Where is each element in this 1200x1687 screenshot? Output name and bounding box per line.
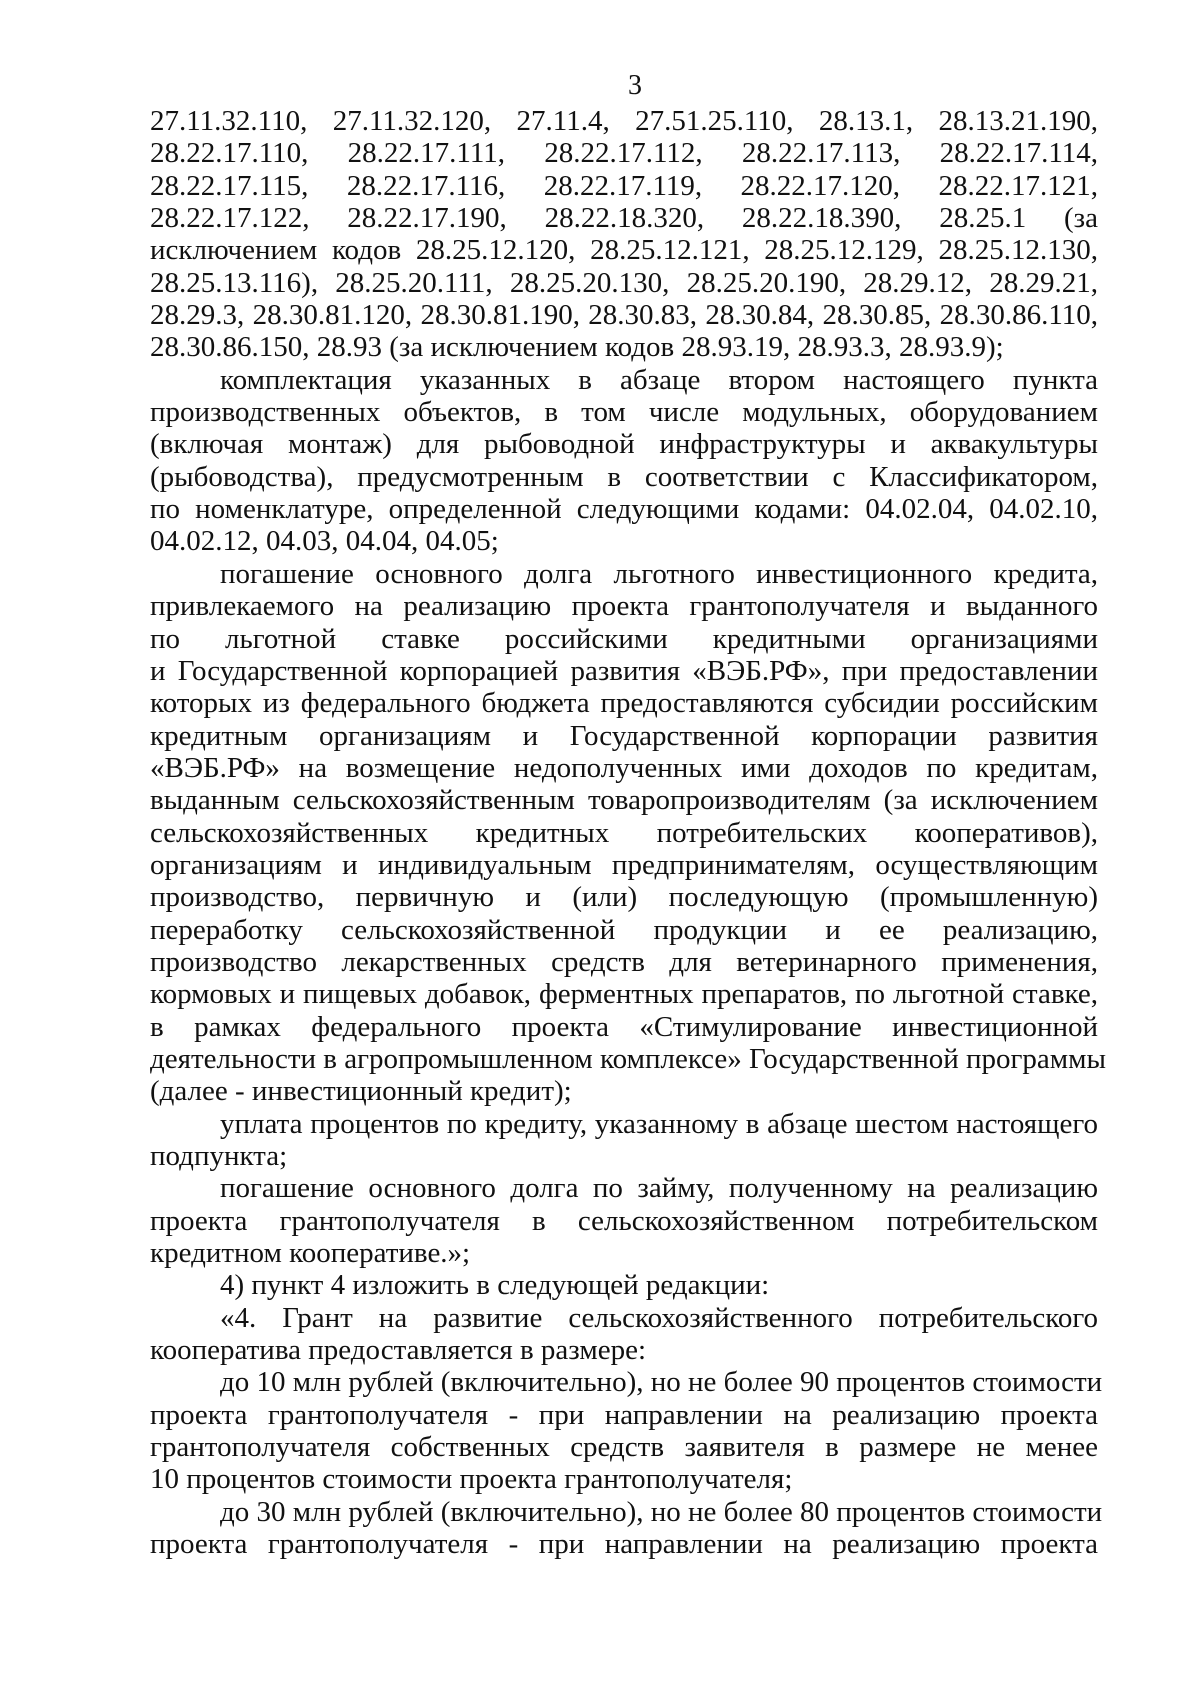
- text-line: (включая монтаж) для рыбоводной инфраструктуры и аквакультуры: [150, 428, 1098, 461]
- text-line: 10 процентов стоимости проекта грантополучателя;: [150, 1463, 793, 1496]
- text-line: подпункта;: [150, 1140, 288, 1172]
- text-line: 4) пункт 4 изложить в следующей редакции:: [220, 1269, 770, 1302]
- text-line: до 30 млн рублей (включительно), но не более 80 процентов стоимости: [220, 1495, 1103, 1528]
- text-line: 28.29.3, 28.30.81.120, 28.30.81.190, 28.30.83, 28.30.84, 28.30.85, 28.30.86.110,: [150, 299, 1098, 332]
- text-line: грантополучателя собственных средств заявителя в размере не менее: [150, 1431, 1098, 1464]
- text-line: которых из федерального бюджета предоставляются субсидии российским: [150, 687, 1098, 720]
- text-line: 28.22.17.122, 28.22.17.190, 28.22.18.320, 28.22.18.390, 28.25.1 (за: [150, 202, 1098, 235]
- text-line: «ВЭБ.РФ» на возмещение недополученных ими доходов по кредитам,: [150, 751, 1098, 784]
- text-line: проекта грантополучателя - при направлении на реализацию проекта: [150, 1528, 1098, 1561]
- text-line: комплектация указанных в абзаце втором настоящего пункта: [220, 363, 1098, 396]
- document-body: [150, 105, 1106, 1561]
- text-line: проекта грантополучателя в сельскохозяйственном потребительском: [150, 1204, 1098, 1237]
- text-line: производственных объектов, в том числе модульных, оборудованием: [150, 396, 1098, 429]
- text-line: уплата процентов по кредиту, указанному в абзаце шестом настоящего: [220, 1107, 1098, 1140]
- text-line: 28.22.17.110, 28.22.17.111, 28.22.17.112, 28.22.17.113, 28.22.17.114,: [150, 137, 1098, 170]
- text-line: (рыбоводства), предусмотренным в соответствии с Классификатором,: [150, 460, 1098, 493]
- text-line: погашение основного долга по займу, полученному на реализацию: [220, 1172, 1098, 1205]
- text-line: проекта грантополучателя - при направлении на реализацию проекта: [150, 1398, 1098, 1431]
- text-line: исключением кодов 28.25.12.120, 28.25.12.121, 28.25.12.129, 28.25.12.130,: [150, 234, 1098, 267]
- text-line: 04.02.12, 04.03, 04.04, 04.05;: [150, 525, 499, 558]
- text-line: 28.30.86.150, 28.93 (за исключением кодов 28.93.19, 28.93.3, 28.93.9);: [150, 331, 1004, 364]
- text-line: деятельности в агропромышленном комплексе» Государственной программы: [150, 1042, 1106, 1075]
- text-line: (далее - инвестиционный кредит);: [150, 1075, 572, 1108]
- text-line: производство, первичную и (или) последующую (промышленную): [150, 881, 1098, 914]
- text-line: выданным сельскохозяйственным товаропроизводителям (за исключением: [150, 784, 1098, 817]
- text-line: организациям и индивидуальным предпринимателям, осуществляющим: [150, 848, 1098, 881]
- text-line: кормовых и пищевых добавок, ферментных препаратов, по льготной ставке,: [150, 978, 1098, 1011]
- text-line: в рамках федерального проекта «Стимулирование инвестиционной: [150, 1010, 1098, 1043]
- text-line: производство лекарственных средств для ветеринарного применения,: [150, 945, 1098, 978]
- text-line: до 10 млн рублей (включительно), но не более 90 процентов стоимости: [220, 1366, 1103, 1399]
- text-line: погашение основного долга льготного инвестиционного кредита,: [220, 557, 1098, 590]
- text-line: 27.11.32.110, 27.11.32.120, 27.11.4, 27.51.25.110, 28.13.1, 28.13.21.190,: [150, 105, 1098, 137]
- text-line: кредитном кооперативе.»;: [150, 1237, 471, 1270]
- text-line: кооператива предоставляется в размере:: [150, 1334, 647, 1367]
- page-number: 3: [628, 70, 642, 101]
- text-line: 28.25.13.116), 28.25.20.111, 28.25.20.130, 28.25.20.190, 28.29.12, 28.29.21,: [150, 266, 1098, 299]
- text-line: по льготной ставке российскими кредитными организациями: [150, 622, 1098, 655]
- text-line: кредитным организациям и Государственной корпорации развития: [150, 719, 1098, 752]
- text-line: «4. Грант на развитие сельскохозяйственного потребительского: [220, 1301, 1098, 1334]
- text-line: 28.22.17.115, 28.22.17.116, 28.22.17.119, 28.22.17.120, 28.22.17.121,: [150, 169, 1098, 202]
- text-line: и Государственной корпорацией развития «ВЭБ.РФ», при предоставлении: [150, 654, 1098, 687]
- text-line: привлекаемого на реализацию проекта грантополучателя и выданного: [150, 590, 1098, 623]
- text-line: по номенклатуре, определенной следующими кодами: 04.02.04, 04.02.10,: [150, 493, 1098, 526]
- text-line: переработку сельскохозяйственной продукции и ее реализацию,: [150, 913, 1098, 946]
- text-line: сельскохозяйственных кредитных потребительских кооперативов),: [150, 816, 1098, 849]
